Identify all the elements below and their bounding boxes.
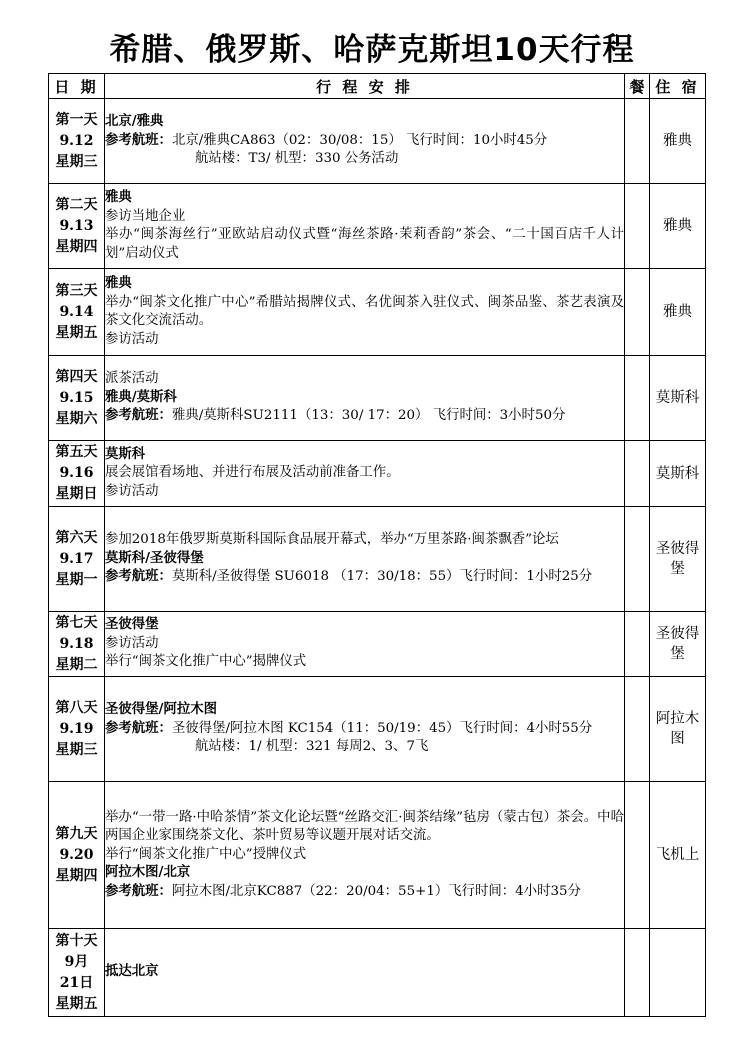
line-text: 圣彼得堡/阿拉木图 (105, 702, 218, 718)
meal-cell (625, 184, 650, 269)
route-heading (105, 701, 624, 720)
day-weekday: 星期五 (55, 324, 98, 341)
day-row (49, 782, 706, 929)
day-label: 第五天 (55, 444, 98, 460)
route-heading (105, 616, 624, 635)
day-date: 9.12 (59, 132, 94, 149)
schedule-cell (105, 929, 625, 1017)
day-row (49, 356, 706, 441)
line-text: 阿拉木图/北京 (105, 865, 191, 881)
schedule-cell (105, 184, 625, 269)
schedule-cell (105, 782, 625, 929)
day-cell (49, 441, 105, 507)
day-label: 第二天 (55, 196, 98, 213)
day-date: 9.13 (59, 217, 94, 234)
day-label: 第三天 (55, 282, 98, 299)
meal-cell (625, 356, 650, 441)
day-label: 第四天 (55, 368, 98, 385)
schedule-cell (105, 99, 625, 184)
day-date: 9.17 (59, 550, 94, 567)
line-text: 雅典/莫斯科SU2111（13：30/ 17：20） 飞行时间：3小时50分 (171, 408, 566, 424)
schedule-cell (105, 269, 625, 356)
schedule-line (105, 738, 624, 757)
line-text: 举办“闽茶海丝行”亚欧站启动仪式暨“海丝茶路·茉莉香韵”茶会、“二十国百店千人计划”启动仪式 (105, 227, 624, 261)
day-weekday: 星期四 (55, 867, 98, 884)
line-text: 莫斯科/圣彼得堡 (105, 550, 204, 566)
header-schedule: 行 程 安 排 (105, 74, 625, 99)
line-text: 圣彼得堡/阿拉木图 KC154（11：50/19：45）飞行时间：4小时55分 (171, 720, 593, 736)
schedule-cell (105, 441, 625, 507)
line-text: 举行“闽茶文化推广中心”揭牌仪式 (105, 654, 307, 670)
hotel-cell: 圣彼得堡 (650, 507, 706, 612)
line-text: 圣彼得堡 (105, 617, 159, 633)
hotel-cell: 雅典 (650, 269, 706, 356)
day-cell (49, 356, 105, 441)
flight-line (105, 883, 624, 902)
day-weekday: 星期二 (55, 656, 98, 673)
meal-cell (625, 507, 650, 612)
line-text: 举行“闽茶文化推广中心”授牌仪式 (105, 846, 307, 862)
schedule-line (105, 150, 624, 169)
route-heading (105, 963, 624, 982)
flight-label: 参考航班： (105, 132, 172, 148)
line-text: 阿拉木图/北京KC887（22：20/04：55+1）飞行时间：4小时35分 (171, 883, 581, 899)
schedule-line (105, 531, 624, 550)
flight-line (105, 132, 624, 151)
day-date: 9.16 (59, 465, 94, 481)
hotel-cell: 圣彼得堡 (650, 612, 706, 677)
flight-line (105, 720, 624, 739)
line-text: 莫斯科/圣彼得堡 SU6018 （17：30/18：55）飞行时间：1小时25分 (171, 569, 593, 585)
day-row (49, 269, 706, 356)
flight-line (105, 568, 624, 587)
line-text: 举办“闽茶文化推广中心”希腊站揭牌仪式、名优闽茶入驻仪式、闽茶品鉴、茶艺表演及茶文化交流活动。 (105, 294, 624, 328)
schedule-line (105, 370, 624, 389)
schedule-line (105, 331, 624, 350)
line-text: 雅典/莫斯科 (105, 389, 177, 405)
hotel-cell (650, 929, 706, 1017)
flight-line (105, 407, 624, 426)
schedule-cell (105, 507, 625, 612)
route-heading (105, 389, 624, 408)
day-row (49, 507, 706, 612)
hotel-cell: 莫斯科 (650, 356, 706, 441)
schedule-cell (105, 612, 625, 677)
header-hotel: 住 宿 (650, 74, 706, 99)
route-heading (105, 446, 624, 465)
day-row (49, 612, 706, 677)
flight-label: 参考航班： (105, 883, 172, 899)
day-weekday: 星期一 (55, 571, 98, 588)
day-label: 第八天 (55, 699, 98, 716)
day-cell (49, 184, 105, 269)
meal-cell (625, 929, 650, 1017)
flight-label: 参考航班： (105, 408, 172, 424)
line-text: 抵达北京 (105, 964, 159, 980)
day-row (49, 677, 706, 782)
day-date: 9月21日 (59, 953, 94, 991)
day-weekday: 星期四 (55, 238, 98, 255)
route-heading (105, 113, 624, 132)
day-row (49, 184, 706, 269)
hotel-cell: 雅典 (650, 99, 706, 184)
day-label: 第九天 (55, 825, 98, 842)
day-label: 第一天 (55, 111, 98, 128)
day-cell (49, 677, 105, 782)
line-text: 参访活动 (105, 635, 159, 651)
day-weekday: 星期日 (55, 486, 98, 502)
line-text: 航站楼：1/ 机型：321 每周2、3、7飞 (195, 739, 429, 755)
hotel-cell: 飞机上 (650, 782, 706, 929)
line-text: 派茶活动 (105, 371, 159, 387)
line-text: 举办“一带一路·中哈茶情”茶文化论坛暨“丝路交汇·闽茶结缘”毡房（蒙古包）茶会。中哈两国企业家围绕茶文化、茶叶贸易等议题开展对话交流。 (105, 809, 624, 844)
day-date: 9.20 (59, 846, 94, 863)
schedule-cell (105, 677, 625, 782)
line-text: 参访当地企业 (105, 208, 186, 224)
day-cell (49, 269, 105, 356)
day-cell (49, 929, 105, 1017)
schedule-line (105, 226, 624, 263)
schedule-line (105, 653, 624, 672)
day-label: 第十天 (55, 932, 98, 949)
route-heading (105, 550, 624, 569)
schedule-line (105, 483, 624, 502)
day-cell (49, 782, 105, 929)
meal-cell (625, 677, 650, 782)
day-label: 第七天 (55, 614, 98, 631)
day-cell (49, 612, 105, 677)
line-text: 参加2018年俄罗斯莫斯科国际食品展开幕式，举办“万里茶路·闽茶飘香”论坛 (105, 532, 559, 548)
line-text: 雅典 (105, 190, 132, 205)
day-row (49, 99, 706, 184)
line-text: 展会展馆看场地、并进行布展及活动前准备工作。 (105, 465, 400, 481)
day-date: 9.19 (59, 720, 94, 737)
meal-cell (625, 612, 650, 677)
route-heading (105, 189, 624, 208)
schedule-line (105, 809, 624, 846)
line-text: 参访活动 (105, 331, 159, 347)
schedule-line (105, 846, 624, 865)
line-text: 雅典 (105, 276, 132, 291)
hotel-cell: 莫斯科 (650, 441, 706, 507)
route-heading (105, 864, 624, 883)
schedule-line (105, 464, 624, 483)
itinerary-table (48, 73, 706, 1017)
day-cell (49, 99, 105, 184)
day-weekday: 星期三 (55, 153, 98, 170)
header-date: 日 期 (49, 74, 105, 99)
hotel-cell: 雅典 (650, 184, 706, 269)
flight-label: 参考航班： (105, 569, 172, 585)
line-text: 北京/雅典 (105, 114, 164, 130)
flight-label: 参考航班： (105, 720, 172, 736)
schedule-line (105, 208, 624, 227)
line-text: 莫斯科 (105, 446, 146, 462)
schedule-line (105, 635, 624, 654)
day-cell (49, 507, 105, 612)
meal-cell (625, 269, 650, 356)
day-date: 9.18 (59, 635, 94, 652)
line-text: 北京/雅典CA863（02：30/08：15） 飞行时间：10小时45分 (171, 132, 548, 148)
line-text: 参访活动 (105, 483, 159, 499)
meal-cell (625, 782, 650, 929)
hotel-cell: 阿拉木图 (650, 677, 706, 782)
route-heading (105, 275, 624, 294)
day-label: 第六天 (55, 529, 98, 546)
header-row (49, 74, 706, 99)
day-weekday: 星期六 (55, 410, 98, 427)
day-row (49, 929, 706, 1017)
line-text: 航站楼：T3/ 机型：330 公务活动 (195, 151, 399, 167)
day-row (49, 441, 706, 507)
day-date: 9.14 (59, 303, 94, 320)
header-meal: 餐 (625, 74, 650, 99)
page-title: 希腊、俄罗斯、哈萨克斯坦10天行程 (109, 32, 635, 68)
meal-cell (625, 441, 650, 507)
day-weekday: 星期五 (55, 995, 98, 1012)
schedule-line (105, 294, 624, 331)
schedule-cell (105, 356, 625, 441)
meal-cell (625, 99, 650, 184)
day-weekday: 星期三 (55, 741, 98, 758)
day-date: 9.15 (59, 389, 94, 406)
